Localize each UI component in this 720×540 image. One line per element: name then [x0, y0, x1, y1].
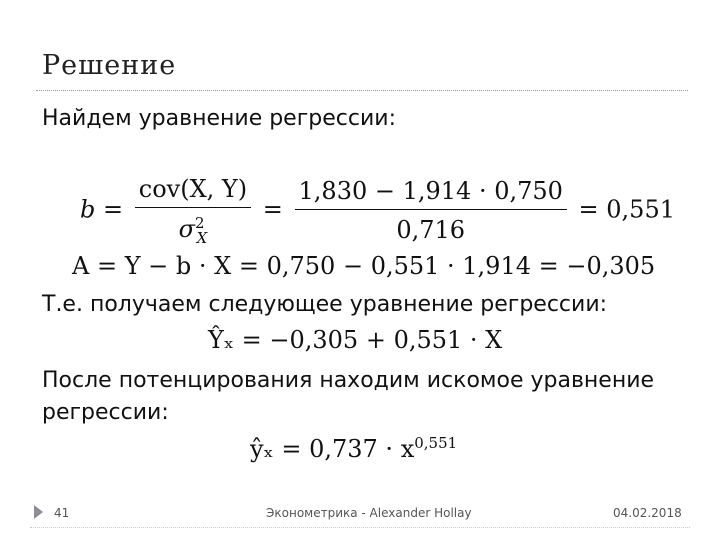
- footer-arrow-icon: [34, 505, 43, 519]
- b-symbol: b: [80, 195, 96, 224]
- footer-center-text: Эконометрика - Alexander Hollay: [266, 506, 472, 520]
- b-numeric-numerator: 1,830 − 1,914 · 0,750: [295, 177, 567, 210]
- line-3b-text: регрессии:: [42, 400, 169, 425]
- line-3a-text: После потенцирования находим искомое уравнение: [42, 368, 655, 393]
- page-number: 41: [54, 506, 70, 520]
- b-numerator: cov(X, Y): [135, 175, 251, 208]
- b-numeric-denominator: 0,716: [396, 216, 466, 245]
- b-result: = 0,551: [578, 195, 675, 224]
- final-equation: [250, 434, 457, 463]
- line-2-text: Т.е. получаем следующее уравнение регрессии:: [42, 292, 608, 317]
- regression-equation: Ŷₓ = −0,305 + 0,551 · X: [208, 326, 503, 354]
- intro-text: Найдем уравнение регрессии:: [42, 106, 396, 131]
- b-formula: b = $\frac{\text{cov(X, Y)}}{\sigma^2_X}$ = $\frac{1,830 - 1,914 \cdot 0,750}{0,716}$ = 0,551: [80, 175, 675, 247]
- b-fraction-symbolic: [135, 175, 251, 247]
- final-equation-exponent: 0,551: [414, 434, 458, 452]
- footer-date: 04.02.2018: [613, 506, 682, 520]
- footer-divider: [30, 527, 690, 528]
- b-denominator: $\sigma^2_X$: [178, 214, 208, 247]
- b-fraction-numeric: [295, 177, 567, 244]
- final-equation-base: ŷₓ = 0,737 · x: [250, 435, 415, 463]
- title-divider: [36, 90, 688, 91]
- slide-title: Решение: [42, 50, 177, 81]
- a-formula: A = Y − b · X = 0,750 − 0,551 · 1,914 = −0,305: [72, 252, 656, 280]
